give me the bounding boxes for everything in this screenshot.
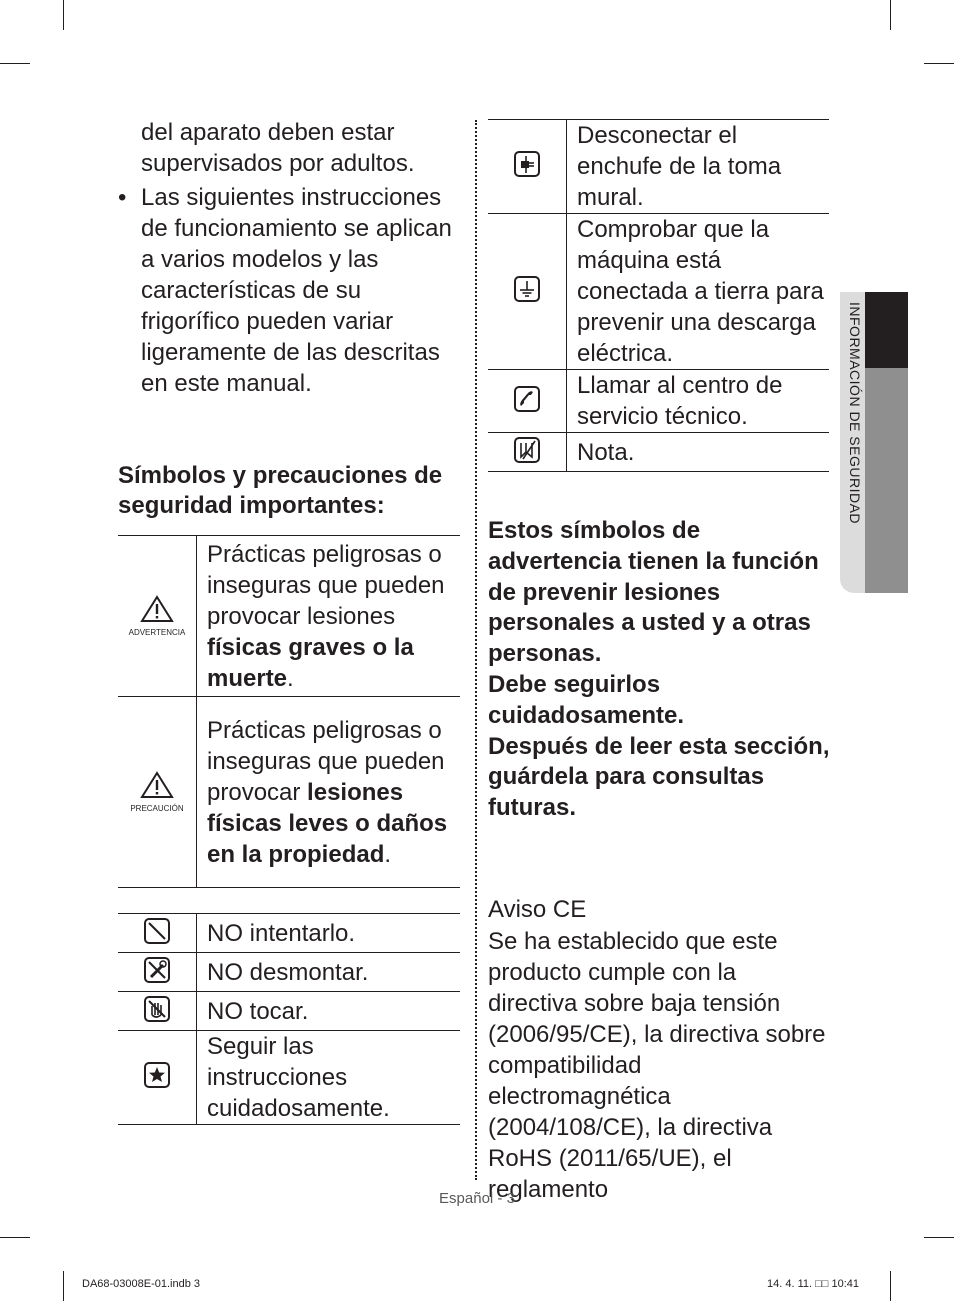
crop-mark (63, 0, 64, 30)
table-row (118, 697, 460, 888)
warning-paragraphs (488, 516, 838, 824)
warning-triangle-icon (140, 595, 174, 623)
warning-label: ADVERTENCIA (128, 627, 186, 637)
unplug-icon (514, 151, 540, 177)
crop-mark (924, 63, 954, 64)
side-tab-label: INFORMACIÓN DE SEGURIDAD (847, 302, 863, 525)
table-row (488, 370, 829, 433)
symbol-table-left (118, 913, 460, 1125)
caution-triangle-icon (140, 771, 174, 799)
symbol-text: Llamar al centro de servicio técnico. (567, 370, 830, 433)
caution-symbol-cell (118, 697, 197, 888)
bullet-item (118, 182, 463, 399)
follow-instructions-icon (144, 1062, 170, 1088)
caution-label: PRECAUCIÓN (130, 803, 184, 813)
symbol-text: NO tocar. (197, 992, 461, 1031)
warning-description: Prácticas peligrosas o inseguras que pueden provocar lesiones físicas graves o la muerte. (197, 536, 461, 697)
bullet-marker: • (118, 184, 127, 211)
side-tab-bar (865, 368, 908, 593)
warning-table (118, 535, 460, 888)
symbol-text: Seguir las instrucciones cuidadosamente. (197, 1031, 461, 1125)
crop-mark (0, 1237, 30, 1238)
table-row (488, 214, 829, 370)
table-row (118, 914, 460, 953)
crop-mark (0, 63, 30, 64)
warning-paragraph: Debe seguirlos cuidadosamente. (488, 670, 685, 729)
no-touch-icon (144, 996, 170, 1022)
crop-mark (924, 1237, 954, 1238)
phone-icon (514, 386, 540, 412)
symbol-text: Desconectar el enchufe de la toma mural. (567, 120, 830, 214)
symbol-table-right (488, 119, 829, 472)
crop-mark (890, 1271, 891, 1301)
side-tab-marker (865, 292, 908, 368)
table-row (488, 433, 829, 472)
ce-text: Se ha establecido que este producto cumple con la directiva sobre baja tensión (2006/95/CE), la directiva sobre compatibilidad electromagnética (2004/108/CE), la directiva RoHS (2011/65/UE), el reglamento (488, 928, 826, 1203)
symbol-text: NO intentarlo. (197, 914, 461, 953)
no-disassemble-icon (144, 957, 170, 983)
warning-paragraph: Estos símbolos de advertencia tienen la función de prevenir lesiones personales a usted y a otras personas. (488, 517, 819, 668)
ground-icon (514, 276, 540, 302)
column-divider (475, 120, 477, 1180)
slug-file: DA68-03008E-01.indb 3 (82, 1278, 201, 1290)
table-row (118, 1031, 460, 1125)
caution-description: Prácticas peligrosas o inseguras que pueden provocar lesiones físicas leves o daños en la propiedad. (197, 697, 461, 888)
crop-mark (890, 0, 891, 30)
continuation-text: del aparato deben estar supervisados por adultos. (141, 119, 415, 177)
note-icon (514, 437, 540, 463)
ce-title: Aviso CE (488, 896, 587, 923)
crop-mark (63, 1271, 64, 1301)
symbol-text: Comprobar que la máquina está conectada a tierra para prevenir una descarga eléctrica. (567, 214, 830, 370)
warning-symbol-cell (118, 536, 197, 697)
bullet-text: Las siguientes instrucciones de funcionamiento se aplican a varios modelos y las características de su frigorífico pueden variar ligeramente de las descritas en este manual. (141, 184, 452, 397)
page-footer: Español - 3 (439, 1190, 515, 1207)
symbol-text: Nota. (567, 433, 830, 472)
symbol-text: NO desmontar. (197, 953, 461, 992)
ce-notice (488, 894, 828, 1205)
section-title: Símbolos y precauciones de seguridad importantes: (118, 462, 443, 519)
no-attempt-icon (144, 918, 170, 944)
slug-date: 14. 4. 11. □□ 10:41 (767, 1278, 859, 1290)
warning-paragraph: Después de leer esta sección, guárdela para consultas futuras. (488, 732, 830, 822)
table-row (118, 953, 460, 992)
intro-text (118, 117, 463, 399)
table-row (118, 536, 460, 697)
table-row (118, 992, 460, 1031)
table-row (488, 120, 829, 214)
